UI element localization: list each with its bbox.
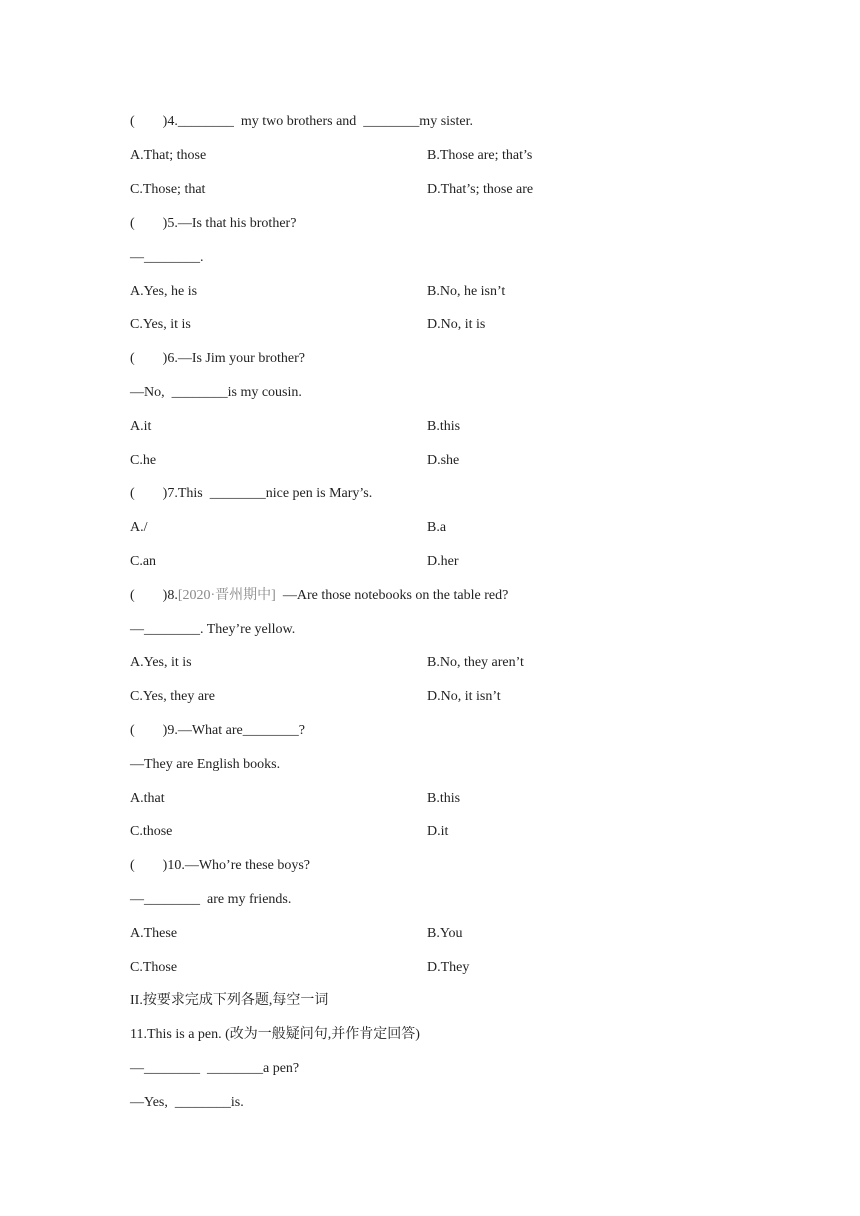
question-8-prompt bbox=[130, 587, 508, 605]
question-10-reply: —________ are my friends. bbox=[130, 892, 292, 907]
question-5-option-c: C.Yes, it is bbox=[130, 317, 191, 332]
question-10-option-b: B.You bbox=[427, 926, 463, 941]
question-5-option-a: A.Yes, he is bbox=[130, 284, 198, 299]
question-9-prompt: ( )9.—What are________? bbox=[130, 723, 305, 738]
section-2-heading: II.按要求完成下列各题,每空一词 bbox=[130, 993, 329, 1008]
question-6-option-c: C.he bbox=[130, 453, 157, 468]
question-7-option-d: D.her bbox=[427, 554, 459, 569]
question-8-option-d: D.No, it isn’t bbox=[427, 689, 501, 704]
question-11-prompt: 11.This is a pen. (改为一般疑问句,并作肯定回答) bbox=[130, 1027, 420, 1042]
question-7-option-a: A./ bbox=[130, 520, 148, 535]
question-8-reply: —________. They’re yellow. bbox=[130, 622, 296, 637]
question-4-option-b: B.Those are; that’s bbox=[427, 148, 533, 163]
question-6-option-d: D.she bbox=[427, 453, 460, 468]
question-7-option-c: C.an bbox=[130, 554, 157, 569]
question-9-reply: —They are English books. bbox=[130, 757, 281, 772]
question-10-option-d: D.They bbox=[427, 960, 470, 975]
question-4-option-a: A.That; those bbox=[130, 148, 207, 163]
question-7-option-b: B.a bbox=[427, 520, 447, 535]
question-8-option-a: A.Yes, it is bbox=[130, 655, 192, 670]
question-8-number: ( )8. bbox=[130, 588, 178, 603]
question-4-option-c: C.Those; that bbox=[130, 182, 206, 197]
question-8-option-c: C.Yes, they are bbox=[130, 689, 215, 704]
question-8-source: [2020·晋州期中] bbox=[177, 588, 276, 603]
question-10-option-a: A.These bbox=[130, 926, 178, 941]
question-9-option-d: D.it bbox=[427, 824, 449, 839]
question-10-prompt: ( )10.—Who’re these boys? bbox=[130, 858, 311, 873]
question-8-text: —Are those notebooks on the table red? bbox=[275, 588, 509, 603]
question-5-option-b: B.No, he isn’t bbox=[427, 284, 506, 299]
question-11-line-1: —________ ________a pen? bbox=[130, 1061, 300, 1076]
question-4-option-d: D.That’s; those are bbox=[427, 182, 534, 197]
question-6-reply: —No, ________is my cousin. bbox=[130, 385, 302, 400]
question-6-option-a: A.it bbox=[130, 419, 152, 434]
question-6-option-b: B.this bbox=[427, 419, 461, 434]
question-9-option-c: C.those bbox=[130, 824, 173, 839]
question-4-prompt: ( )4.________ my two brothers and ________my sister. bbox=[130, 114, 473, 129]
question-5-prompt: ( )5.—Is that his brother? bbox=[130, 216, 297, 231]
question-9-option-b: B.this bbox=[427, 791, 461, 806]
question-9-option-a: A.that bbox=[130, 791, 165, 806]
question-10-option-c: C.Those bbox=[130, 960, 178, 975]
question-6-prompt: ( )6.—Is Jim your brother? bbox=[130, 351, 305, 366]
question-5-reply: —________. bbox=[130, 250, 204, 265]
question-7-prompt: ( )7.This ________nice pen is Mary’s. bbox=[130, 486, 373, 501]
question-5-option-d: D.No, it is bbox=[427, 317, 486, 332]
question-11-line-2: —Yes, ________is. bbox=[130, 1095, 244, 1110]
question-8-option-b: B.No, they aren’t bbox=[427, 655, 524, 670]
